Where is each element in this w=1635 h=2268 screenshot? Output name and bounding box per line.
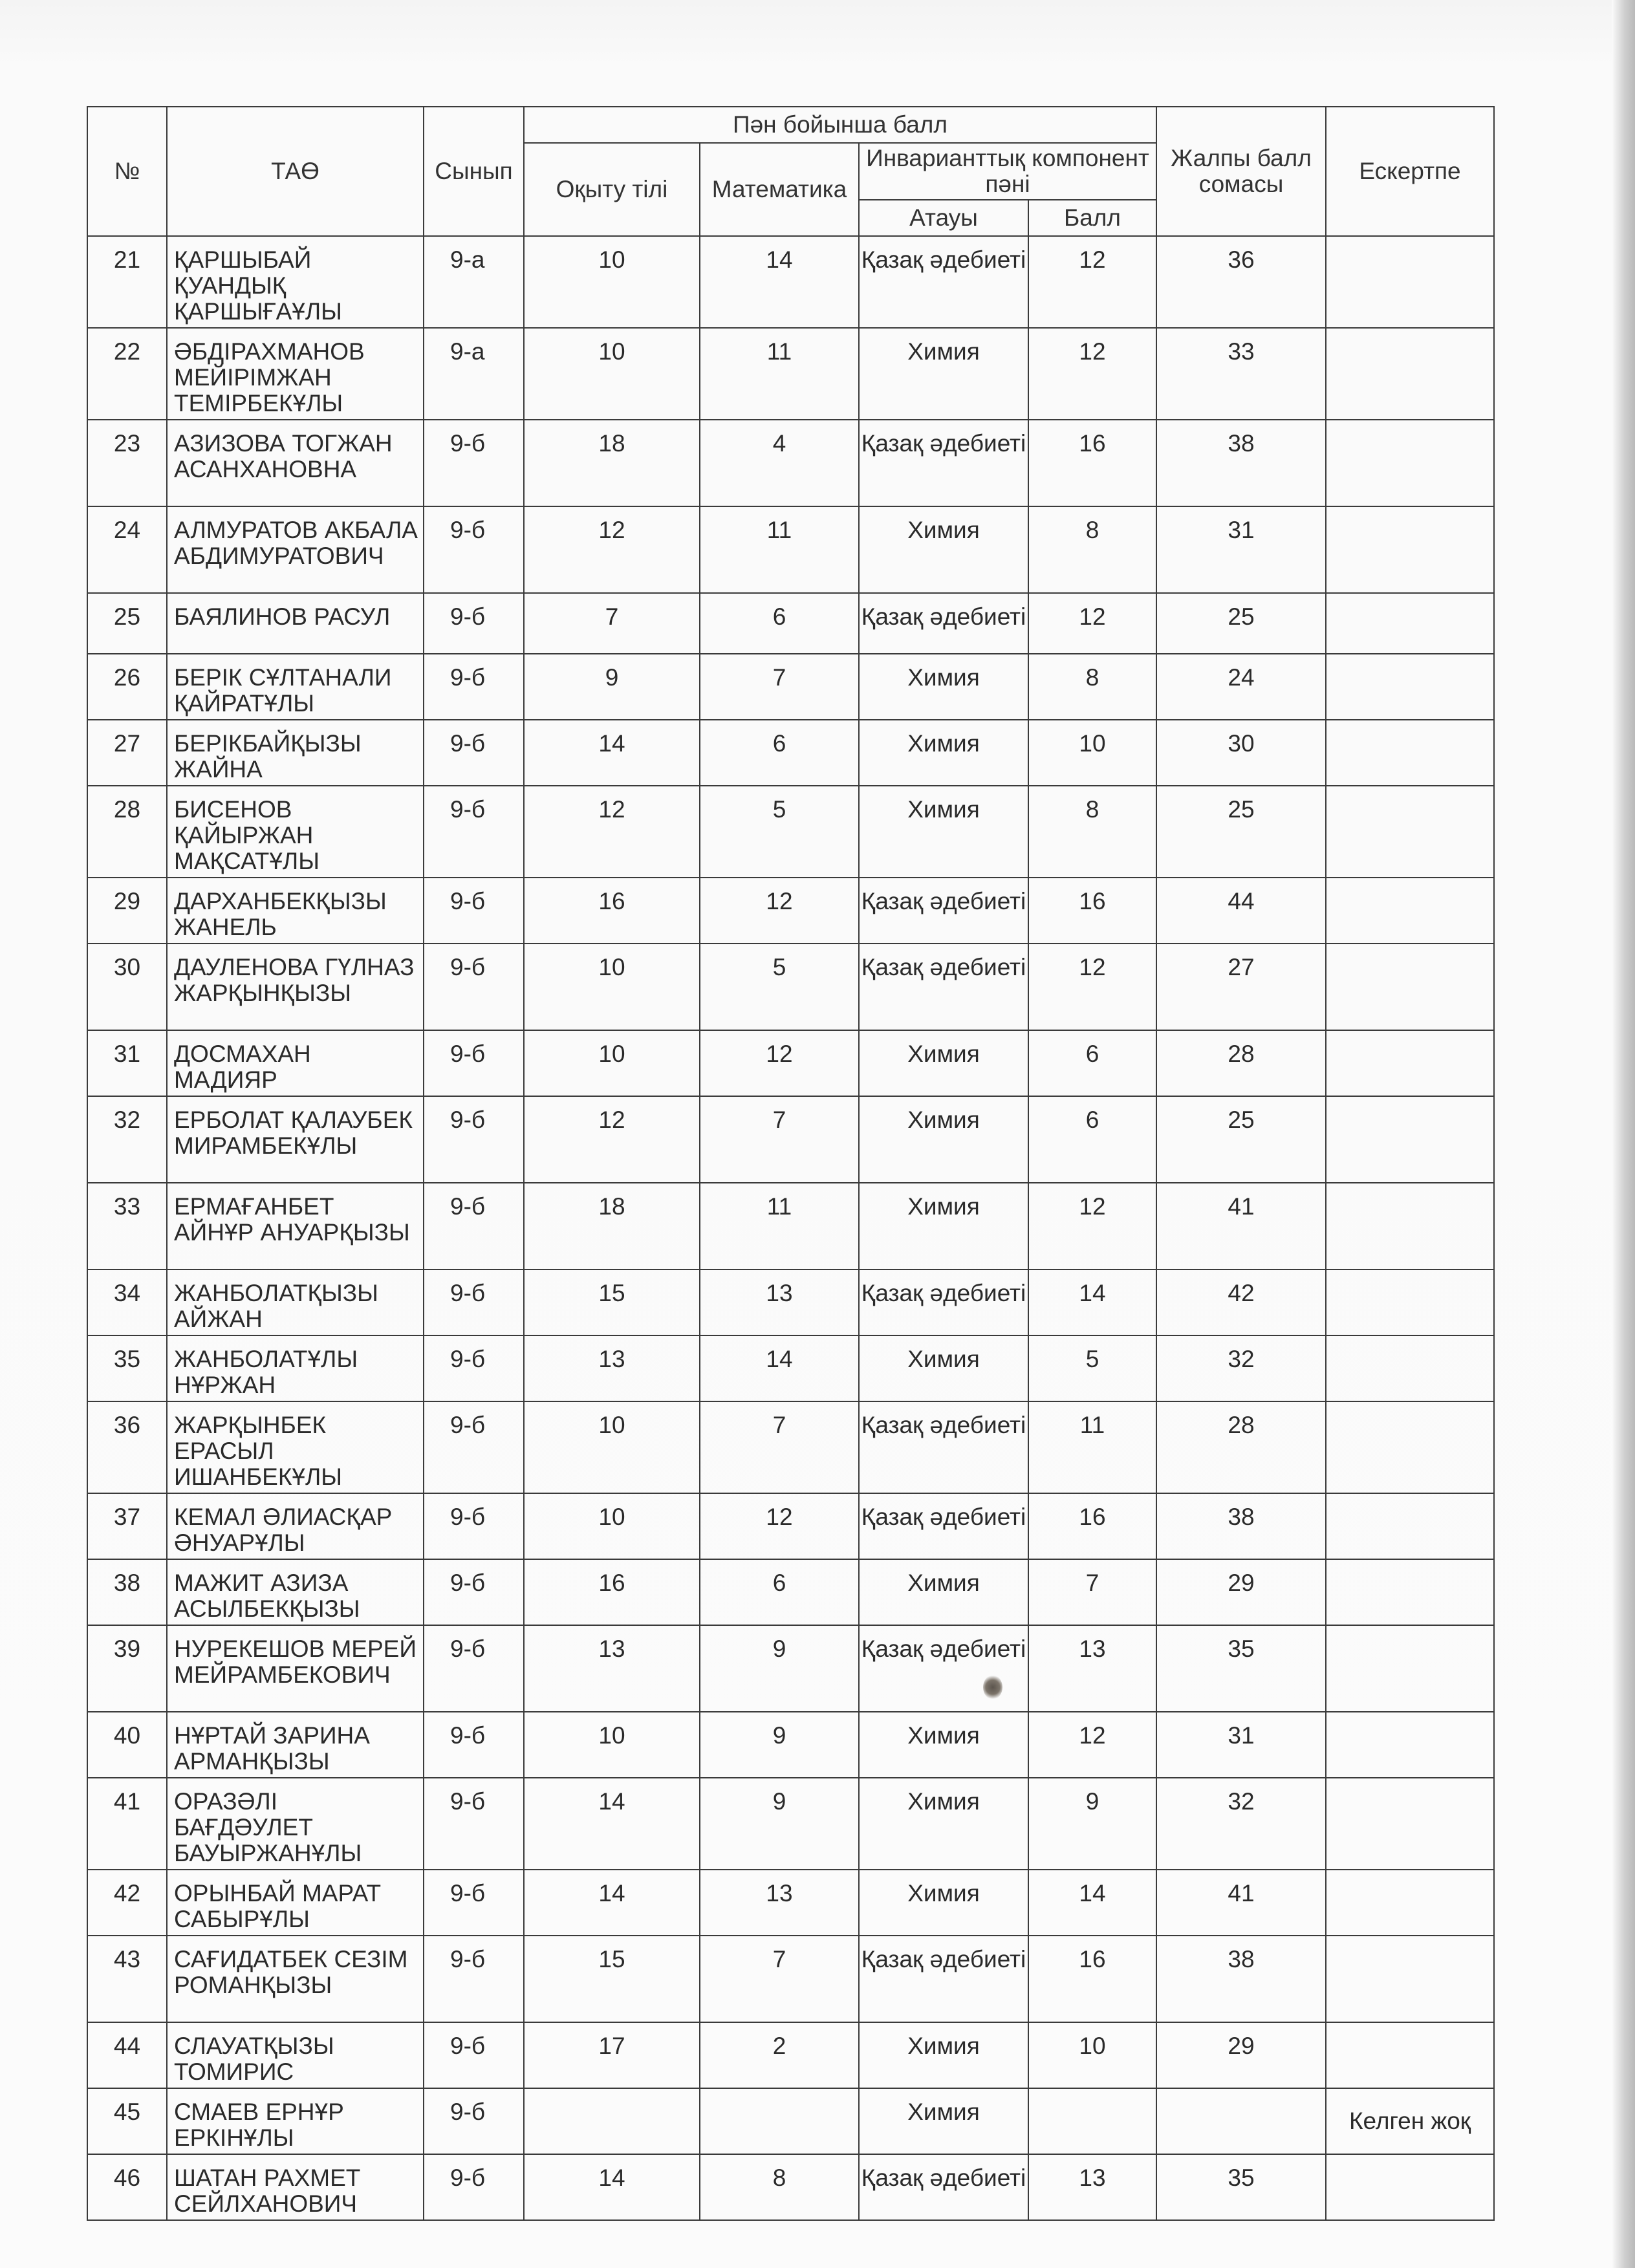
cell-class: 9-б (424, 1269, 524, 1335)
cell-math-score: 5 (700, 786, 859, 878)
cell-no: 29 (87, 878, 167, 944)
cell-note (1326, 720, 1494, 786)
cell-subject-name: Қазақ әдебиеті (859, 1401, 1028, 1493)
cell-no: 31 (87, 1030, 167, 1096)
cell-subject-name: Химия (859, 654, 1028, 720)
cell-name: НУРЕКЕШОВ МЕРЕЙ МЕЙРАМБЕКОВИЧ (167, 1625, 424, 1712)
cell-total: 35 (1156, 1625, 1326, 1712)
cell-subject-score: 12 (1028, 944, 1156, 1030)
cell-subject-score: 14 (1028, 1269, 1156, 1335)
cell-class: 9-б (424, 1870, 524, 1936)
cell-subject-name: Химия (859, 1778, 1028, 1870)
cell-subject-score: 9 (1028, 1778, 1156, 1870)
table-row (87, 944, 1494, 1030)
cell-subject-name: Химия (859, 786, 1028, 878)
cell-lang-score: 15 (524, 1936, 700, 2022)
cell-class: 9-а (424, 236, 524, 328)
cell-math-score: 12 (700, 1030, 859, 1096)
cell-subject-name: Қазақ әдебиеті (859, 944, 1028, 1030)
cell-no: 26 (87, 654, 167, 720)
cell-subject-name: Химия (859, 720, 1028, 786)
cell-total: 38 (1156, 420, 1326, 506)
cell-total: 32 (1156, 1335, 1326, 1401)
cell-math-score: 13 (700, 1269, 859, 1335)
cell-no: 37 (87, 1493, 167, 1559)
cell-math-score: 11 (700, 506, 859, 593)
cell-total: 38 (1156, 1936, 1326, 2022)
table-row (87, 1936, 1494, 2022)
cell-subject-name: Қазақ әдебиеті (859, 236, 1028, 328)
table-row (87, 786, 1494, 878)
cell-name: ЕРМАҒАНБЕТ АЙНҰР АНУАРҚЫЗЫ (167, 1183, 424, 1269)
cell-note (1326, 236, 1494, 328)
table-row (87, 654, 1494, 720)
cell-math-score: 11 (700, 328, 859, 420)
table-row (87, 1030, 1494, 1096)
cell-name: БИСЕНОВ ҚАЙЫРЖАН МАҚСАТҰЛЫ (167, 786, 424, 878)
table-row (87, 420, 1494, 506)
cell-no: 24 (87, 506, 167, 593)
cell-note (1326, 1030, 1494, 1096)
table-row (87, 1335, 1494, 1401)
cell-class: 9-б (424, 1559, 524, 1625)
cell-lang-score: 10 (524, 1030, 700, 1096)
cell-name: ШАТАН РАХМЕТ СЕЙЛХАНОВИЧ (167, 2154, 424, 2220)
cell-math-score: 9 (700, 1712, 859, 1778)
cell-note (1326, 1269, 1494, 1335)
cell-subject-score: 8 (1028, 506, 1156, 593)
cell-lang-score: 10 (524, 944, 700, 1030)
cell-lang-score: 18 (524, 1183, 700, 1269)
cell-no: 46 (87, 2154, 167, 2220)
cell-note (1326, 1096, 1494, 1183)
cell-name: САҒИДАТБЕК СЕЗІМ РОМАНҚЫЗЫ (167, 1936, 424, 2022)
cell-math-score: 6 (700, 1559, 859, 1625)
cell-no: 38 (87, 1559, 167, 1625)
cell-class: 9-б (424, 420, 524, 506)
cell-math-score: 7 (700, 654, 859, 720)
cell-name: ОРАЗӘЛІ БАҒДӘУЛЕТ БАУЫРЖАНҰЛЫ (167, 1778, 424, 1870)
cell-class: 9-а (424, 328, 524, 420)
cell-name: НҰРТАЙ ЗАРИНА АРМАНҚЫЗЫ (167, 1712, 424, 1778)
cell-subject-score: 8 (1028, 786, 1156, 878)
cell-no: 33 (87, 1183, 167, 1269)
cell-math-score: 12 (700, 1493, 859, 1559)
cell-math-score: 9 (700, 1778, 859, 1870)
cell-subject-score: 12 (1028, 1712, 1156, 1778)
cell-subject-score: 7 (1028, 1559, 1156, 1625)
cell-name: БЕРІКБАЙҚЫЗЫ ЖАЙНА (167, 720, 424, 786)
cell-class: 9-б (424, 593, 524, 654)
cell-subject-name: Химия (859, 2022, 1028, 2088)
cell-name: АЛМУРАТОВ АКБАЛА АБДИМУРАТОВИЧ (167, 506, 424, 593)
cell-no: 34 (87, 1269, 167, 1335)
cell-total: 31 (1156, 506, 1326, 593)
cell-subject-name: Химия (859, 1712, 1028, 1778)
cell-note: Келген жоқ (1326, 2088, 1494, 2154)
cell-name: МАЖИТ АЗИЗА АСЫЛБЕКҚЫЗЫ (167, 1559, 424, 1625)
cell-class: 9-б (424, 1778, 524, 1870)
cell-subject-score: 5 (1028, 1335, 1156, 1401)
cell-note (1326, 1335, 1494, 1401)
cell-note (1326, 786, 1494, 878)
results-table (87, 106, 1495, 2221)
cell-subject-name: Қазақ әдебиеті (859, 2154, 1028, 2220)
table-row (87, 2154, 1494, 2220)
table-row (87, 1870, 1494, 1936)
table-body (87, 236, 1494, 2220)
cell-total: 25 (1156, 786, 1326, 878)
table-row (87, 506, 1494, 593)
table-row (87, 1096, 1494, 1183)
cell-lang-score: 14 (524, 720, 700, 786)
header-inv-name: Атауы (859, 200, 1028, 236)
cell-subject-score: 6 (1028, 1096, 1156, 1183)
cell-class: 9-б (424, 720, 524, 786)
cell-note (1326, 654, 1494, 720)
table-header (87, 107, 1494, 236)
cell-total: 32 (1156, 1778, 1326, 1870)
cell-no: 21 (87, 236, 167, 328)
cell-math-score: 9 (700, 1625, 859, 1712)
cell-note (1326, 506, 1494, 593)
cell-lang-score: 18 (524, 420, 700, 506)
cell-lang-score: 10 (524, 236, 700, 328)
cell-total: 25 (1156, 593, 1326, 654)
cell-lang-score: 10 (524, 1401, 700, 1493)
cell-name: ЖАНБОЛАТҰЛЫ НҰРЖАН (167, 1335, 424, 1401)
cell-name: БЕРІК СҰЛТАНАЛИ ҚАЙРАТҰЛЫ (167, 654, 424, 720)
cell-math-score: 12 (700, 878, 859, 944)
cell-subject-name: Қазақ әдебиеті (859, 1493, 1028, 1559)
cell-subject-score: 16 (1028, 1936, 1156, 2022)
table-row (87, 593, 1494, 654)
cell-subject-score: 12 (1028, 328, 1156, 420)
cell-lang-score: 12 (524, 506, 700, 593)
cell-class: 9-б (424, 786, 524, 878)
cell-subject-score: 6 (1028, 1030, 1156, 1096)
cell-total: 44 (1156, 878, 1326, 944)
cell-no: 28 (87, 786, 167, 878)
cell-no: 32 (87, 1096, 167, 1183)
cell-note (1326, 1493, 1494, 1559)
cell-subject-name: Химия (859, 1870, 1028, 1936)
cell-total: 38 (1156, 1493, 1326, 1559)
cell-subject-score: 16 (1028, 1493, 1156, 1559)
cell-total: 27 (1156, 944, 1326, 1030)
cell-class: 9-б (424, 2022, 524, 2088)
cell-lang-score: 10 (524, 1493, 700, 1559)
cell-subject-score: 11 (1028, 1401, 1156, 1493)
cell-subject-score: 12 (1028, 1183, 1156, 1269)
cell-no: 42 (87, 1870, 167, 1936)
cell-no: 25 (87, 593, 167, 654)
cell-name: БАЯЛИНОВ РАСУЛ (167, 593, 424, 654)
cell-lang-score: 15 (524, 1269, 700, 1335)
cell-subject-score: 12 (1028, 593, 1156, 654)
cell-math-score: 7 (700, 1401, 859, 1493)
cell-no: 41 (87, 1778, 167, 1870)
cell-no: 23 (87, 420, 167, 506)
page-edge-shadow (1612, 0, 1635, 2268)
cell-subject-name: Қазақ әдебиеті (859, 420, 1028, 506)
cell-math-score: 6 (700, 720, 859, 786)
cell-note (1326, 1936, 1494, 2022)
cell-lang-score: 10 (524, 1712, 700, 1778)
table-row (87, 720, 1494, 786)
cell-subject-name: Қазақ әдебиеті (859, 1936, 1028, 2022)
cell-total: 33 (1156, 328, 1326, 420)
table-row (87, 1778, 1494, 1870)
cell-class: 9-б (424, 2154, 524, 2220)
cell-subject-name: Химия (859, 328, 1028, 420)
cell-math-score: 2 (700, 2022, 859, 2088)
header-class: Сынып (424, 107, 524, 236)
cell-total: 31 (1156, 1712, 1326, 1778)
header-invariant: Инварианттық компонент пәні (859, 143, 1156, 200)
cell-name: СМАЕВ ЕРНҰР ЕРКІНҰЛЫ (167, 2088, 424, 2154)
cell-total: 41 (1156, 1870, 1326, 1936)
table-row (87, 2088, 1494, 2154)
cell-class: 9-б (424, 1493, 524, 1559)
table-row (87, 1559, 1494, 1625)
cell-math-score: 7 (700, 1096, 859, 1183)
cell-total: 28 (1156, 1401, 1326, 1493)
cell-total: 29 (1156, 1559, 1326, 1625)
header-subject-score: Пән бойынша балл (524, 107, 1156, 143)
table-row (87, 328, 1494, 420)
table-row (87, 1625, 1494, 1712)
cell-lang-score: 14 (524, 2154, 700, 2220)
cell-class: 9-б (424, 1096, 524, 1183)
cell-lang-score: 14 (524, 1870, 700, 1936)
table-row (87, 1401, 1494, 1493)
cell-subject-name: Қазақ әдебиеті (859, 1269, 1028, 1335)
cell-lang-score: 7 (524, 593, 700, 654)
cell-subject-score: 14 (1028, 1870, 1156, 1936)
cell-subject-name: Химия (859, 1183, 1028, 1269)
header-total: Жалпы балл сомасы (1156, 107, 1326, 236)
cell-math-score: 13 (700, 1870, 859, 1936)
cell-total: 25 (1156, 1096, 1326, 1183)
cell-class: 9-б (424, 1335, 524, 1401)
cell-no: 40 (87, 1712, 167, 1778)
cell-class: 9-б (424, 1712, 524, 1778)
cell-subject-score: 10 (1028, 2022, 1156, 2088)
cell-total (1156, 2088, 1326, 2154)
cell-lang-score: 13 (524, 1625, 700, 1712)
cell-class: 9-б (424, 654, 524, 720)
cell-note (1326, 1183, 1494, 1269)
cell-name: СЛАУАТҚЫЗЫ ТОМИРИС (167, 2022, 424, 2088)
cell-name: ЕРБОЛАТ ҚАЛАУБЕК МИРАМБЕКҰЛЫ (167, 1096, 424, 1183)
cell-subject-name: Қазақ әдебиеті (859, 593, 1028, 654)
cell-lang-score: 12 (524, 786, 700, 878)
cell-lang-score: 9 (524, 654, 700, 720)
cell-subject-score: 8 (1028, 654, 1156, 720)
cell-class: 9-б (424, 944, 524, 1030)
cell-no: 30 (87, 944, 167, 1030)
cell-class: 9-б (424, 2088, 524, 2154)
cell-name: ЖАРҚЫНБЕК ЕРАСЫЛ ИШАНБЕКҰЛЫ (167, 1401, 424, 1493)
table-row (87, 2022, 1494, 2088)
cell-subject-score: 16 (1028, 420, 1156, 506)
table-row (87, 1712, 1494, 1778)
table-row (87, 236, 1494, 328)
cell-note (1326, 1712, 1494, 1778)
cell-subject-name: Қазақ әдебиеті (859, 1625, 1028, 1712)
cell-subject-name: Қазақ әдебиеті (859, 878, 1028, 944)
cell-note (1326, 1870, 1494, 1936)
cell-total: 41 (1156, 1183, 1326, 1269)
cell-math-score: 14 (700, 1335, 859, 1401)
cell-name: ӘБДІРАХМАНОВ МЕЙІРІМЖАН ТЕМІРБЕКҰЛЫ (167, 328, 424, 420)
cell-name: АЗИЗОВА ТОГЖАН АСАНХАНОВНА (167, 420, 424, 506)
cell-math-score: 7 (700, 1936, 859, 2022)
cell-no: 39 (87, 1625, 167, 1712)
cell-name: ЖАНБОЛАТҚЫЗЫ АЙЖАН (167, 1269, 424, 1335)
cell-no: 35 (87, 1335, 167, 1401)
cell-total: 36 (1156, 236, 1326, 328)
cell-math-score: 11 (700, 1183, 859, 1269)
cell-total: 35 (1156, 2154, 1326, 2220)
cell-no: 22 (87, 328, 167, 420)
cell-subject-name: Химия (859, 1096, 1028, 1183)
cell-note (1326, 944, 1494, 1030)
table-row (87, 1493, 1494, 1559)
cell-name: ДАУЛЕНОВА ГҮЛНАЗ ЖАРҚЫНҚЫЗЫ (167, 944, 424, 1030)
ink-smudge (983, 1675, 1002, 1700)
cell-note (1326, 328, 1494, 420)
cell-math-score (700, 2088, 859, 2154)
cell-lang-score: 17 (524, 2022, 700, 2088)
header-no: № (87, 107, 167, 236)
cell-subject-name: Химия (859, 506, 1028, 593)
table-row (87, 878, 1494, 944)
cell-class: 9-б (424, 1936, 524, 2022)
cell-lang-score: 16 (524, 878, 700, 944)
cell-note (1326, 1559, 1494, 1625)
cell-subject-score: 12 (1028, 236, 1156, 328)
cell-note (1326, 1401, 1494, 1493)
cell-class: 9-б (424, 1030, 524, 1096)
cell-math-score: 8 (700, 2154, 859, 2220)
cell-lang-score: 13 (524, 1335, 700, 1401)
cell-total: 24 (1156, 654, 1326, 720)
cell-class: 9-б (424, 1183, 524, 1269)
table-row (87, 1183, 1494, 1269)
cell-class: 9-б (424, 1625, 524, 1712)
cell-lang-score: 14 (524, 1778, 700, 1870)
header-inv-score: Балл (1028, 200, 1156, 236)
header-name: ТАӨ (167, 107, 424, 236)
cell-subject-name: Химия (859, 1559, 1028, 1625)
cell-class: 9-б (424, 878, 524, 944)
cell-subject-score: 13 (1028, 2154, 1156, 2220)
cell-total: 42 (1156, 1269, 1326, 1335)
cell-note (1326, 1778, 1494, 1870)
cell-no: 36 (87, 1401, 167, 1493)
cell-math-score: 4 (700, 420, 859, 506)
header-note: Ескертпе (1326, 107, 1494, 236)
cell-no: 44 (87, 2022, 167, 2088)
cell-name: ҚАРШЫБАЙ ҚУАНДЫҚ ҚАРШЫҒАҰЛЫ (167, 236, 424, 328)
cell-subject-score: 16 (1028, 878, 1156, 944)
cell-total: 28 (1156, 1030, 1326, 1096)
header-math: Математика (700, 143, 859, 236)
cell-subject-score (1028, 2088, 1156, 2154)
cell-lang-score: 12 (524, 1096, 700, 1183)
cell-no: 45 (87, 2088, 167, 2154)
table-row (87, 1269, 1494, 1335)
cell-class: 9-б (424, 1401, 524, 1493)
cell-lang-score (524, 2088, 700, 2154)
cell-class: 9-б (424, 506, 524, 593)
cell-total: 29 (1156, 2022, 1326, 2088)
cell-subject-score: 13 (1028, 1625, 1156, 1712)
header-lang: Оқыту тілі (524, 143, 700, 236)
cell-subject-name: Химия (859, 1335, 1028, 1401)
cell-note (1326, 2022, 1494, 2088)
cell-subject-name: Химия (859, 1030, 1028, 1096)
cell-subject-name: Химия (859, 2088, 1028, 2154)
cell-subject-score: 10 (1028, 720, 1156, 786)
cell-math-score: 14 (700, 236, 859, 328)
cell-total: 30 (1156, 720, 1326, 786)
cell-name: ДОСМАХАН МАДИЯР (167, 1030, 424, 1096)
cell-math-score: 5 (700, 944, 859, 1030)
cell-note (1326, 1625, 1494, 1712)
cell-no: 27 (87, 720, 167, 786)
cell-lang-score: 10 (524, 328, 700, 420)
cell-name: ОРЫНБАЙ МАРАТ САБЫРҰЛЫ (167, 1870, 424, 1936)
cell-no: 43 (87, 1936, 167, 2022)
cell-note (1326, 2154, 1494, 2220)
cell-note (1326, 878, 1494, 944)
cell-name: КЕМАЛ ӘЛИАСҚАР ӘНУАРҰЛЫ (167, 1493, 424, 1559)
cell-math-score: 6 (700, 593, 859, 654)
cell-name: ДАРХАНБЕКҚЫЗЫ ЖАНЕЛЬ (167, 878, 424, 944)
cell-note (1326, 593, 1494, 654)
cell-lang-score: 16 (524, 1559, 700, 1625)
cell-note (1326, 420, 1494, 506)
